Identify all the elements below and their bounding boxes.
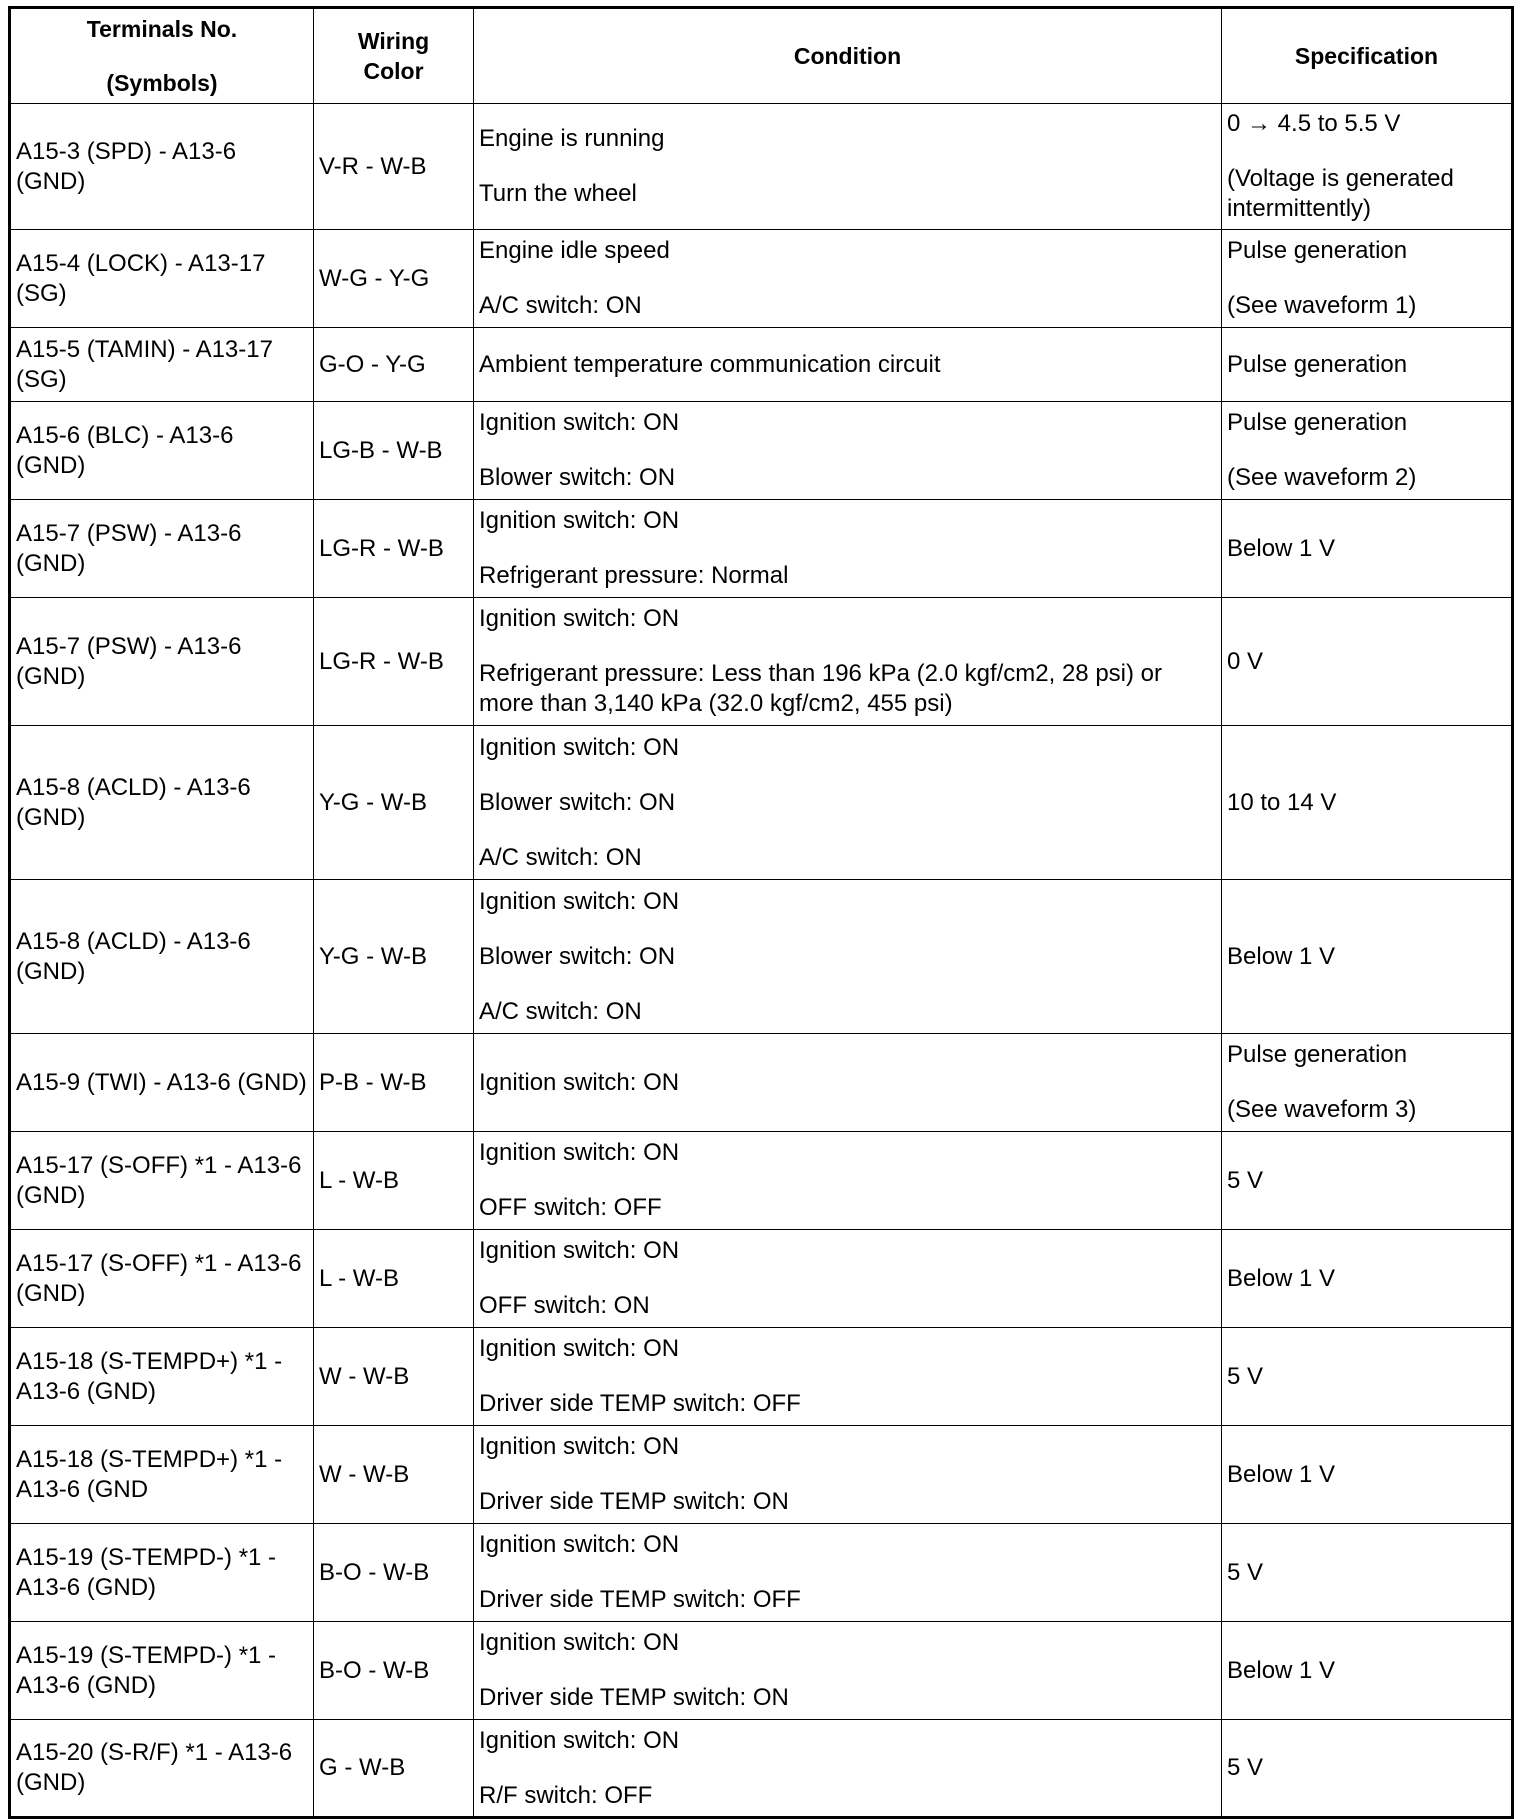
condition-line: Ignition switch: ON [479,887,680,915]
specification-cell [1222,104,1513,230]
condition-line: Ignition switch: ON [479,1335,680,1362]
table-row [10,1328,1513,1426]
condition-line: Ignition switch: ON [479,1726,680,1754]
terminal-cell: A15-19 (S-TEMPD-) *1 - A13-6 (GND) [10,1524,314,1622]
table-row [10,598,1513,726]
specification-cell [1222,402,1513,500]
specification-cell [1222,1622,1513,1720]
condition-line: A/C switch: ON [479,997,642,1025]
condition-line: Blower switch: ON [479,788,676,816]
condition-line: Refrigerant pressure: Normal [479,562,789,589]
condition-cell [474,230,1222,328]
header-wiring-line1: Wiring [357,28,430,54]
condition-line: R/F switch: OFF [479,1781,653,1809]
condition-line: Driver side TEMP switch: ON [479,1488,789,1515]
wiring-color-cell: B-O - W-B [314,1524,474,1622]
wiring-color-cell: LG-R - W-B [314,598,474,726]
terminal-cell: A15-4 (LOCK) - A13-17 (SG) [10,230,314,328]
header-specification: Specification [1222,8,1513,104]
table-row [10,1132,1513,1230]
header-condition: Condition [474,8,1222,104]
specification-line: 5 V [1227,1362,1264,1390]
wiring-color-cell: Y-G - W-B [314,880,474,1034]
specification-line: 5 V [1227,1558,1264,1586]
condition-line: Ignition switch: ON [479,1531,680,1558]
specification-line: Below 1 V [1227,534,1336,562]
terminal-cell: A15-7 (PSW) - A13-6 (GND) [10,500,314,598]
condition-line: Blower switch: ON [479,942,676,970]
specification-line: 10 to 14 V [1227,788,1337,816]
wiring-color-cell: V-R - W-B [314,104,474,230]
header-row [10,8,1513,104]
condition-line: Ignition switch: ON [479,733,680,761]
specification-cell [1222,1524,1513,1622]
condition-line: Ignition switch: ON [479,1068,680,1096]
wiring-color-cell: LG-B - W-B [314,402,474,500]
terminal-cell: A15-5 (TAMIN) - A13-17 (SG) [10,328,314,402]
specification-cell [1222,1132,1513,1230]
specification-cell [1222,1034,1513,1132]
wiring-color-cell: W - W-B [314,1426,474,1524]
specification-cell [1222,1720,1513,1818]
table-row [10,328,1513,402]
specification-line: Pulse generation [1227,409,1408,436]
terminal-cell: A15-18 (S-TEMPD+) *1 - A13-6 (GND [10,1426,314,1524]
condition-cell [474,328,1222,402]
specification-cell [1222,1230,1513,1328]
specification-line: Pulse generation [1227,350,1408,378]
terminal-cell: A15-19 (S-TEMPD-) *1 - A13-6 (GND) [10,1622,314,1720]
condition-line: Ignition switch: ON [479,1237,680,1264]
specification-line: 0 V [1227,647,1264,675]
condition-line: Ignition switch: ON [479,1139,680,1166]
terminal-cell: A15-6 (BLC) - A13-6 (GND) [10,402,314,500]
specification-line: Below 1 V [1227,1264,1336,1292]
condition-line: Turn the wheel [479,180,637,207]
specification-line: Below 1 V [1227,1460,1336,1488]
table-row [10,1524,1513,1622]
condition-cell [474,104,1222,230]
specification-line: Pulse generation [1227,237,1408,264]
condition-cell [474,726,1222,880]
condition-cell [474,402,1222,500]
condition-cell [474,880,1222,1034]
condition-cell [474,500,1222,598]
specification-cell [1222,726,1513,880]
wiring-color-cell: L - W-B [314,1132,474,1230]
condition-line: Blower switch: ON [479,464,676,491]
condition-line: A/C switch: ON [479,843,642,871]
condition-cell [474,1328,1222,1426]
condition-cell [474,598,1222,726]
condition-cell [474,1132,1222,1230]
table-body [10,104,1513,1818]
terminal-cell: A15-7 (PSW) - A13-6 (GND) [10,598,314,726]
wiring-color-cell: P-B - W-B [314,1034,474,1132]
specification-line: 5 V [1227,1754,1264,1781]
specification-cell [1222,1328,1513,1426]
header-terminals [10,8,314,104]
specification-line: Below 1 V [1227,1656,1336,1684]
condition-line: Ignition switch: ON [479,507,680,534]
terminal-cell: A15-18 (S-TEMPD+) *1 - A13-6 (GND) [10,1328,314,1426]
table-row [10,402,1513,500]
table-row [10,1426,1513,1524]
table-row [10,1230,1513,1328]
condition-line: OFF switch: ON [479,1292,650,1319]
terminal-cell: A15-17 (S-OFF) *1 - A13-6 (GND) [10,1230,314,1328]
terminal-cell: A15-3 (SPD) - A13-6 (GND) [10,104,314,230]
condition-line: OFF switch: OFF [479,1194,662,1221]
wiring-color-cell: W - W-B [314,1328,474,1426]
terminal-cell: A15-8 (ACLD) - A13-6 (GND) [10,726,314,880]
condition-line: Ignition switch: ON [479,1629,680,1656]
condition-line: Driver side TEMP switch: OFF [479,1586,801,1613]
specification-line: (Voltage is generated intermittently) [1227,165,1454,222]
wiring-color-cell: B-O - W-B [314,1622,474,1720]
condition-line: Engine is running [479,125,665,152]
condition-line: Driver side TEMP switch: ON [479,1684,789,1711]
wiring-color-cell: Y-G - W-B [314,726,474,880]
condition-line: Ambient temperature communication circuit [479,350,941,378]
table-row [10,230,1513,328]
specification-line: 0 → 4.5 to 5.5 V [1227,110,1401,137]
wiring-color-cell: W-G - Y-G [314,230,474,328]
condition-line: A/C switch: ON [479,292,642,319]
specification-cell [1222,500,1513,598]
terminal-cell: A15-9 (TWI) - A13-6 (GND) [10,1034,314,1132]
terminal-cell: A15-8 (ACLD) - A13-6 (GND) [10,880,314,1034]
wiring-color-cell: L - W-B [314,1230,474,1328]
specification-line: Below 1 V [1227,942,1336,970]
condition-cell [474,1230,1222,1328]
condition-line: Driver side TEMP switch: OFF [479,1390,801,1417]
table-row [10,500,1513,598]
wiring-color-cell: G - W-B [314,1720,474,1818]
condition-line: Ignition switch: ON [479,1433,680,1460]
condition-line: Ignition switch: ON [479,409,680,436]
specification-line: (See waveform 2) [1227,464,1417,491]
table-row [10,1622,1513,1720]
wiring-color-cell: LG-R - W-B [314,500,474,598]
table-row [10,104,1513,230]
specification-line: 5 V [1227,1166,1264,1194]
condition-line: Refrigerant pressure: Less than 196 kPa (2.0 kgf/cm2, 28 psi) or more than 3,140 kPa (32.0 kgf/cm2, 455 psi) [479,660,1163,717]
terminal-cell: A15-20 (S-R/F) *1 - A13-6 (GND) [10,1720,314,1818]
header-terminals-line2: (Symbols) [106,70,218,96]
header-wiring [314,8,474,104]
specification-line: Pulse generation [1227,1041,1408,1068]
terminal-cell: A15-17 (S-OFF) *1 - A13-6 (GND) [10,1132,314,1230]
condition-cell [474,1034,1222,1132]
wiring-color-cell: G-O - Y-G [314,328,474,402]
table-row [10,880,1513,1034]
specification-cell [1222,880,1513,1034]
table-row [10,1720,1513,1818]
condition-cell [474,1426,1222,1524]
specification-cell [1222,328,1513,402]
table-row [10,1034,1513,1132]
condition-cell [474,1524,1222,1622]
specification-line: (See waveform 3) [1227,1096,1417,1123]
specification-cell [1222,1426,1513,1524]
condition-line: Ignition switch: ON [479,605,680,632]
header-terminals-line1: Terminals No. [86,16,238,42]
specification-line: (See waveform 1) [1227,292,1417,319]
condition-cell [474,1720,1222,1818]
specification-cell [1222,598,1513,726]
header-wiring-line2: Color [363,58,424,84]
terminal-spec-table [8,6,1514,1819]
table-row [10,726,1513,880]
condition-cell [474,1622,1222,1720]
condition-line: Engine idle speed [479,237,670,264]
specification-cell [1222,230,1513,328]
